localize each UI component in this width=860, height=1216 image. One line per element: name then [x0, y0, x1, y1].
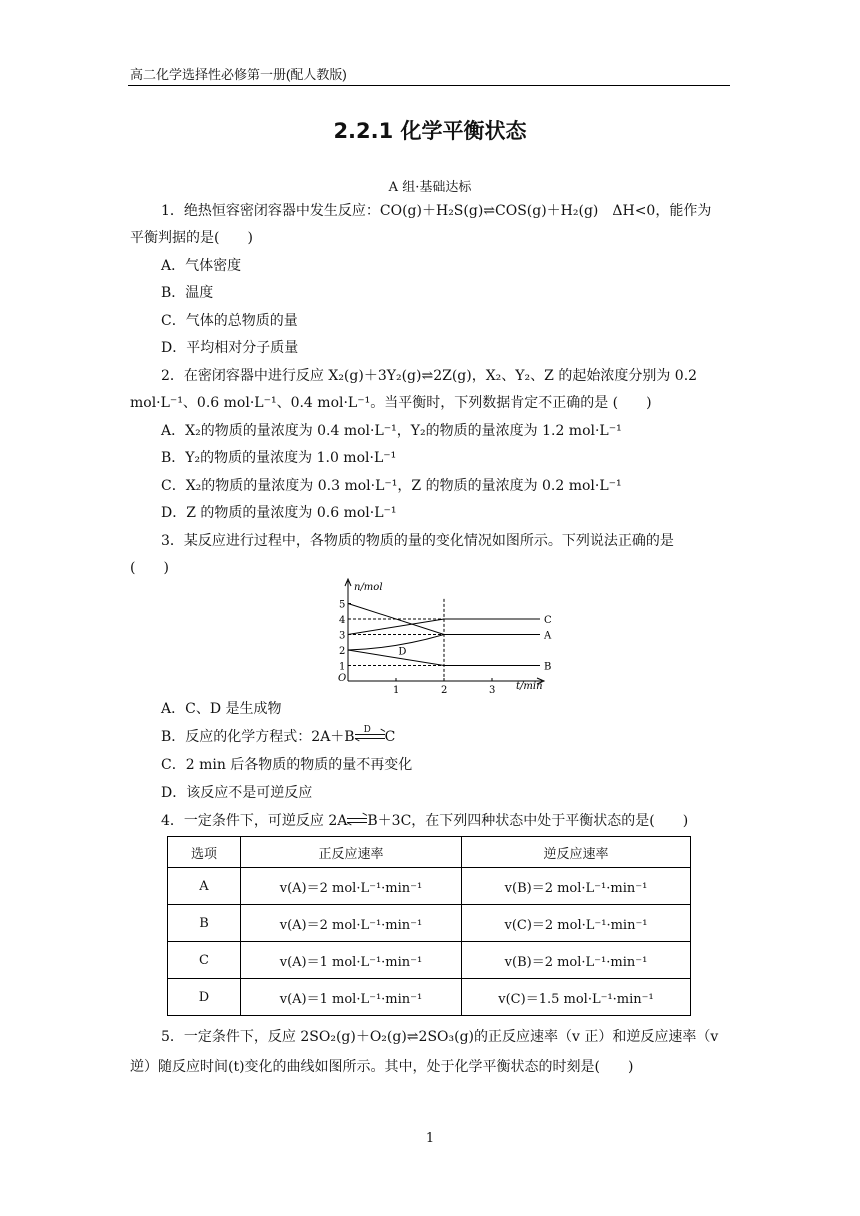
q3-stem-line1: 3．某反应进行过程中，各物质的物质的量的变化情况如图所示。下列说法正确的是 [161, 533, 674, 549]
q4-stem-post: B＋3C，在下列四种状态中处于平衡状态的是( ) [367, 813, 689, 829]
series-label-a: A [544, 630, 552, 642]
running-header: 高二化学选择性必修第一册(配人教版) [130, 67, 347, 82]
q3-chart [320, 577, 552, 696]
q3-option-c: C．2 min 后各物质的物质的量不再变化 [161, 757, 413, 773]
y-tick-label: 2 [339, 646, 346, 657]
y-axis-label: n/mol [354, 582, 383, 593]
table-cell: v(B)＝2 mol·L⁻¹·min⁻¹ [462, 868, 691, 905]
q4-stem [161, 812, 688, 830]
q2-option-a: A．X₂的物质的量浓度为 0.4 mol·L⁻¹，Y₂的物质的量浓度为 1.2 mol·L⁻¹ [161, 423, 622, 439]
series-label-d: D [398, 646, 407, 658]
y-tick-label: 5 [339, 599, 346, 611]
page-title: 2.2.1 化学平衡状态 [333, 119, 527, 143]
q3-option-a: A．C、D 是生成物 [161, 701, 282, 717]
q2-stem-line1: 2．在密闭容器中进行反应 X₂(g)＋3Y₂(g)⇌2Z(g)，X₂、Y₂、Z 的起始浓度分别为 0.2 [161, 368, 698, 384]
q4-table [167, 836, 691, 1016]
table-header-cell: 逆反应速率 [462, 837, 691, 868]
x-tick-label: 3 [489, 685, 496, 696]
q1-option-d: D．平均相对分子质量 [161, 340, 299, 356]
q2-option-c: C．X₂的物质的量浓度为 0.3 mol·L⁻¹，Z 的物质的量浓度为 0.2 mol·L⁻¹ [161, 478, 622, 494]
q3-option-d: D．该反应不是可逆反应 [161, 785, 313, 801]
table-cell: v(A)＝2 mol·L⁻¹·min⁻¹ [241, 905, 462, 942]
reversible-arrow [347, 816, 367, 826]
table-header-cell: 正反应速率 [241, 837, 462, 868]
series-line-d [348, 635, 444, 651]
q1-stem-line2: 平衡判据的是( ) [130, 230, 253, 246]
q1-stem-line1: 1．绝热恒容密闭容器中发生反应：CO(g)＋H₂S(g)⇌COS(g)＋H₂(g) ΔH<0，能作为 [161, 203, 712, 219]
table-row [168, 942, 691, 979]
header-rule [128, 85, 730, 86]
table-header-row [168, 837, 691, 868]
reversible-arrow-catalyst [355, 725, 385, 742]
series-line-b [348, 650, 540, 666]
table-row [168, 868, 691, 905]
q1-option-b: B．温度 [161, 285, 214, 301]
table-cell: A [168, 868, 241, 905]
table-row [168, 979, 691, 1016]
table-cell: v(C)＝1.5 mol·L⁻¹·min⁻¹ [462, 979, 691, 1016]
q2-stem-line2: mol·L⁻¹、0.6 mol·L⁻¹、0.4 mol·L⁻¹。当平衡时，下列数据肯定不正确的是 ( ) [130, 395, 652, 411]
table-cell: C [168, 942, 241, 979]
y-tick-label: 1 [339, 661, 346, 673]
q3-option-b-text: B．反应的化学方程式：2A＋B [161, 729, 355, 745]
table-cell: v(A)＝1 mol·L⁻¹·min⁻¹ [241, 942, 462, 979]
table-cell: v(C)＝2 mol·L⁻¹·min⁻¹ [462, 905, 691, 942]
x-axis-label: t/min [516, 681, 543, 692]
table-cell: B [168, 905, 241, 942]
q1-option-c: C．气体的总物质的量 [161, 313, 298, 329]
table-cell: v(A)＝2 mol·L⁻¹·min⁻¹ [241, 868, 462, 905]
table-cell: D [168, 979, 241, 1016]
origin-label: O [338, 673, 347, 684]
q5-stem-line1: 5．一定条件下，反应 2SO₂(g)＋O₂(g)⇌2SO₃(g)的正反应速率（v 正）和逆反应速率（v [161, 1029, 719, 1045]
q1-option-a: A．气体密度 [161, 258, 242, 274]
q2-option-d: D．Z 的物质的量浓度为 0.6 mol·L⁻¹ [161, 505, 397, 521]
q4-stem-pre: 4．一定条件下，可逆反应 2A [161, 813, 348, 829]
y-tick-label: 3 [339, 630, 346, 642]
q3-stem-line2: ( ) [130, 560, 169, 576]
table-cell: v(A)＝1 mol·L⁻¹·min⁻¹ [241, 979, 462, 1016]
q5-stem-line2: 逆）随反应时间(t)变化的曲线如图所示。其中，处于化学平衡状态的时刻是( ) [130, 1059, 634, 1075]
series-label-c: C [544, 615, 552, 626]
q2-option-b: B．Y₂的物质的量浓度为 1.0 mol·L⁻¹ [161, 450, 397, 466]
series-label-b: B [544, 661, 552, 673]
section-heading: A 组·基础达标 [388, 180, 472, 195]
y-tick-label: 4 [339, 615, 346, 626]
x-tick-label: 1 [393, 685, 400, 696]
x-tick-label: 2 [441, 685, 448, 696]
catalyst-label: D [363, 725, 371, 735]
table-header-cell: 选项 [168, 837, 241, 868]
q3-option-b-product: C [384, 729, 396, 745]
table-cell: v(B)＝2 mol·L⁻¹·min⁻¹ [462, 942, 691, 979]
page-number: 1 [425, 1131, 435, 1146]
table-row [168, 905, 691, 942]
q3-option-b [161, 725, 396, 746]
